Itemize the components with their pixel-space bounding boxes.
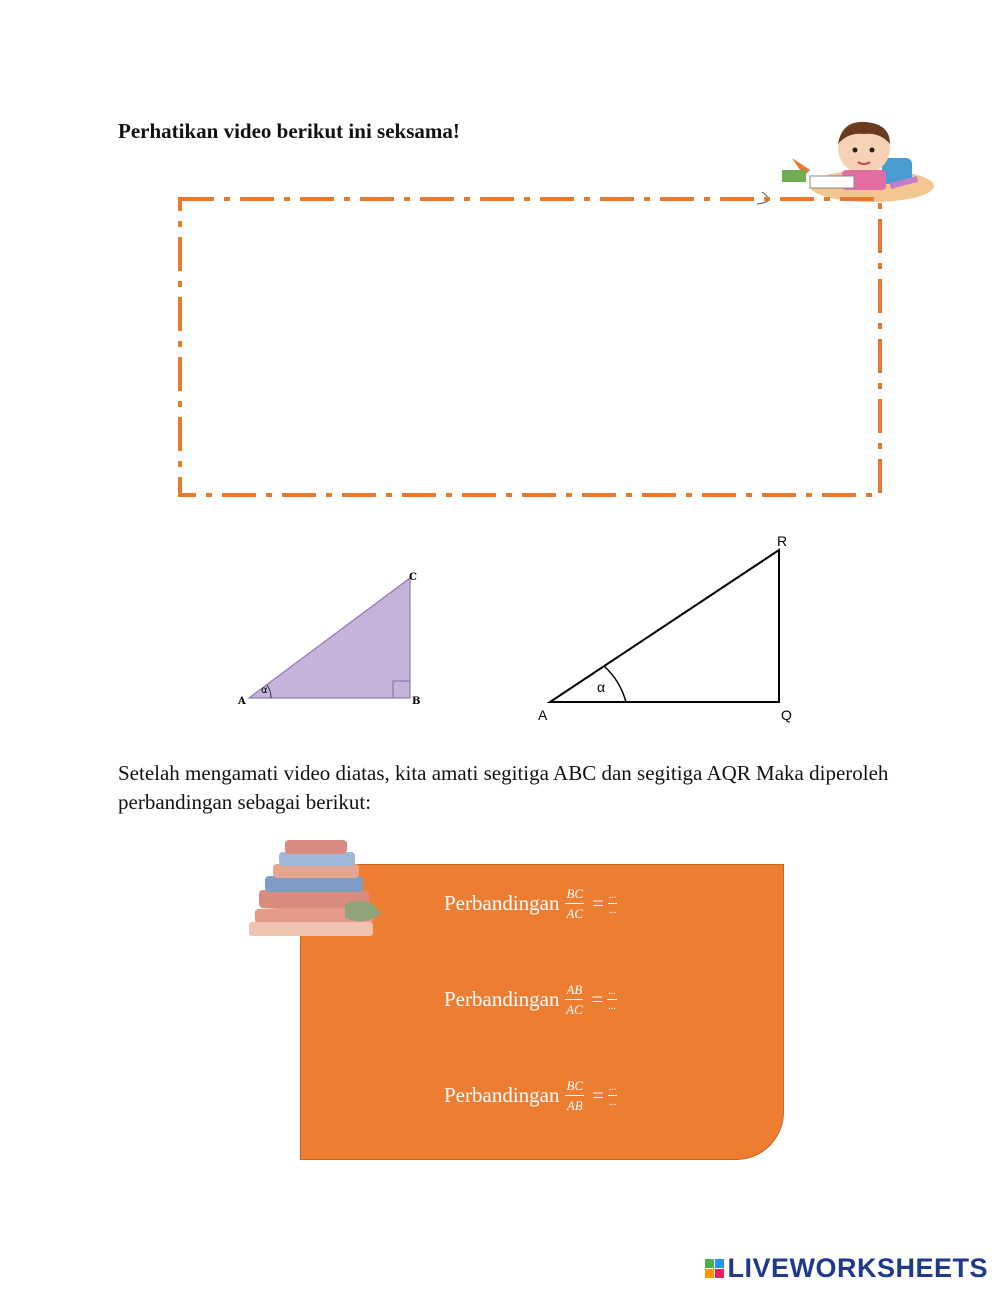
answer-fraction[interactable]: [608, 1083, 618, 1108]
equals-sign: =: [591, 987, 604, 1011]
answer-fraction[interactable]: [608, 891, 618, 916]
abc-vertex-b: B: [412, 696, 421, 707]
fraction-numerator: BC: [565, 1078, 584, 1096]
instruction-heading: Perhatikan video berikut ini seksama!: [118, 119, 460, 143]
abc-vertex-c: C: [409, 572, 417, 583]
equals-sign: =: [592, 1083, 604, 1107]
triangle-abc-diagram: [225, 565, 435, 720]
logo-text: LIVEWORKSHEETS: [727, 1253, 988, 1283]
ratio-label: Perbandingan: [444, 987, 560, 1011]
video-placeholder-frame[interactable]: [170, 185, 890, 510]
answer-numerator-blank[interactable]: ...: [608, 891, 618, 904]
fraction-numerator: AB: [565, 982, 583, 1000]
ratio-row-bc-ac: [444, 886, 617, 921]
triangle-aqr-diagram: [528, 528, 808, 733]
book-stack-illustration: [245, 834, 390, 949]
aqr-angle-label: α: [597, 679, 606, 695]
abc-vertex-a: A: [238, 696, 246, 707]
fraction-denominator: AB: [566, 1098, 583, 1113]
abc-angle-label: α: [261, 685, 268, 696]
ratio-fraction: [565, 982, 583, 1017]
instruction-paragraph: Setelah mengamati video diatas, kita amati segitiga ABC dan segitiga AQR Maka diperoleh perbandingan sebagai berikut:: [118, 761, 889, 814]
answer-numerator-blank[interactable]: ...: [608, 1083, 618, 1096]
fraction-numerator: BC: [565, 886, 584, 904]
ratio-label: Perbandingan: [444, 891, 560, 915]
aqr-vertex-q: Q: [781, 707, 792, 723]
fraction-denominator: AC: [566, 1002, 583, 1017]
aqr-vertex-r: R: [777, 533, 788, 549]
fraction-denominator: AC: [566, 906, 584, 921]
answer-numerator-blank[interactable]: ...: [607, 987, 617, 1000]
aqr-vertex-a: A: [538, 707, 548, 723]
ratio-fraction: [565, 886, 584, 921]
answer-denominator-blank[interactable]: ...: [608, 905, 617, 916]
ratio-fraction: [565, 1078, 584, 1113]
answer-denominator-blank[interactable]: ...: [608, 1001, 616, 1012]
ratio-row-bc-ab: [444, 1078, 617, 1113]
liveworksheets-logo[interactable]: [705, 1253, 988, 1284]
ratio-row-ab-ac: [444, 982, 617, 1017]
answer-denominator-blank[interactable]: ...: [608, 1097, 617, 1108]
equals-sign: =: [592, 891, 604, 915]
liveworksheets-logo-icon: [705, 1259, 724, 1278]
ratio-label: Perbandingan: [444, 1083, 560, 1107]
answer-fraction[interactable]: [607, 987, 617, 1012]
